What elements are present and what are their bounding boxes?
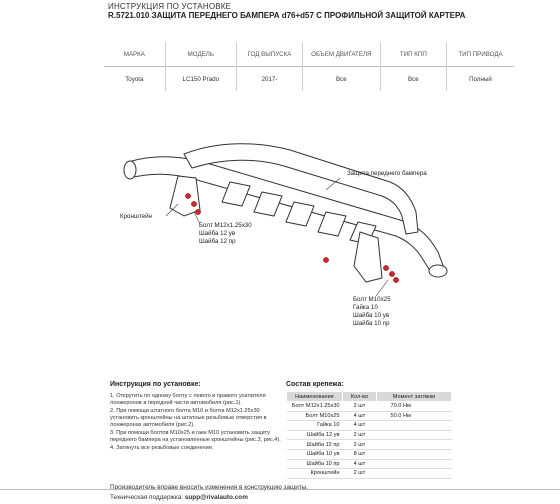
fastener-name: Шайба 10 пр: [287, 459, 343, 469]
column-header: Наименование: [287, 392, 343, 402]
instruction-step: 4. Затянуть все резьбовые соединения.: [110, 445, 214, 451]
fasteners-title: Состав крепежа:: [286, 381, 344, 388]
fastener-name: Гайка 10: [287, 421, 343, 431]
table-cell: 2017-: [236, 67, 302, 92]
table-cell: Все: [303, 67, 381, 92]
instruction-step: 2. При помощи штатного болта М10 и болта М12х1.25х30 установить кронштейны на штатные резьбовые отверстия в лонжеронах автомобиля (рис.2).: [110, 408, 267, 428]
column-header: МАРКА: [104, 42, 165, 67]
support-email: supp@rivalauto.com: [184, 494, 248, 501]
bolt-marker: [195, 209, 200, 214]
right-bracket-shape: [354, 232, 382, 282]
vehicle-table-header: [104, 42, 514, 67]
instruction-step: 3. При помощи болтов М10х25 и гаек М10 установить защиту переднего бампера на установленные кронштейны (рис.3, рис.4).: [110, 430, 281, 443]
fastener-qty: 4 шт: [343, 459, 377, 469]
callout-line: Шайба 12 пр: [199, 238, 236, 245]
column-header: Момент затяжки: [377, 392, 452, 402]
fastener-torque: [377, 459, 452, 469]
callout-line: Болт М10х25: [353, 296, 391, 303]
document-subtitle: ИНСТРУКЦИЯ ПО УСТАНОВКЕ: [108, 2, 232, 11]
table-row: [287, 469, 452, 479]
instructions-list: [110, 393, 282, 453]
bolt-marker: [191, 201, 196, 206]
fastener-qty: 2 шт: [343, 469, 377, 479]
bolt-marker: [389, 271, 394, 276]
callout-line: Болт М12х1.25х30: [199, 222, 252, 229]
bolt-marker: [393, 277, 398, 282]
callout-line: Шайба 10 ув: [353, 312, 390, 319]
column-header: ТИП ПРИВОДА: [458, 50, 503, 58]
table-cell: Все: [380, 67, 446, 92]
fastener-torque: [377, 421, 452, 431]
table-row: [287, 449, 452, 459]
column-header: ТИП КПП: [380, 42, 446, 67]
callout-right-hardware: [353, 296, 391, 328]
fastener-torque: [377, 469, 452, 479]
callout-left-hardware: [199, 222, 252, 246]
instructions-title: Инструкция по установке:: [110, 381, 201, 388]
fastener-qty: 2 шт: [343, 440, 377, 450]
fastener-name: Шайба 10 ув: [287, 449, 343, 459]
fastener-name: Болт М12х1.25х30: [287, 402, 343, 412]
table-row: [287, 459, 452, 469]
bolt-marker: [185, 193, 190, 198]
callout-line: Гайка 10: [353, 304, 378, 311]
table-row: [287, 402, 452, 412]
fastener-torque: 70.0 Нм: [377, 402, 452, 412]
column-header: Кол-во: [343, 392, 377, 402]
fastener-qty: 4 шт: [343, 421, 377, 431]
fastener-name: Шайба 12 ув: [287, 430, 343, 440]
table-cell: Полный: [447, 67, 514, 92]
fasteners-table: [286, 391, 452, 479]
column-header: ОБЪЕМ ДВИГАТЕЛЯ: [303, 42, 381, 67]
callout-line: Шайба 10 пр: [353, 320, 390, 327]
instruction-step: 1. Открутить по одному болту с левого и правого усилителя лонжеронов в передней части автомобиля (рис.1).: [110, 393, 266, 406]
fastener-name: Шайба 12 пр: [287, 440, 343, 450]
support-label: Техническая поддержка:: [110, 494, 185, 501]
label-bumper-guard: Защита переднего бампера: [347, 170, 427, 177]
fastener-qty: 8 шт: [343, 449, 377, 459]
footer-support: [110, 494, 248, 501]
footer-disclaimer: Производитель вправе вносить изменения в конструкцию защиты.: [110, 484, 309, 491]
vehicle-table: [104, 42, 514, 91]
column-header: МОДЕЛЬ: [165, 42, 236, 67]
bumper-drawing: [100, 120, 460, 340]
label-bracket: Кронштейн: [120, 213, 152, 220]
footer-divider: [0, 489, 560, 490]
table-cell: Toyota: [104, 67, 165, 92]
table-row: [104, 67, 514, 92]
leader-line: [376, 280, 388, 296]
pipe-end-left: [124, 161, 136, 179]
fastener-qty: 4 шт: [343, 411, 377, 421]
bolt-marker: [323, 257, 328, 262]
fastener-torque: [377, 430, 452, 440]
fastener-torque: [377, 440, 452, 450]
fastener-torque: 50.0 Нм: [377, 411, 452, 421]
table-row: [287, 440, 452, 450]
callout-line: Шайба 12 ув: [199, 230, 236, 237]
fasteners-header: [287, 392, 452, 402]
table-row: [287, 430, 452, 440]
bolt-marker: [383, 265, 388, 270]
fastener-name: Болт М10х25: [287, 411, 343, 421]
column-header: ГОД ВЫПУСКА: [236, 42, 302, 67]
fastener-torque: [377, 449, 452, 459]
document-title: R.5721.010 ЗАЩИТА ПЕРЕДНЕГО БАМПЕРА d76+d57 С ПРОФИЛЬНОЙ ЗАЩИТОЙ КАРТЕРА: [108, 11, 466, 20]
fastener-name: Кронштейн: [287, 469, 343, 479]
table-row: [287, 421, 452, 431]
pipe-end-right: [429, 265, 447, 277]
fastener-qty: 2 шт: [343, 402, 377, 412]
table-cell: LC150 Prado: [165, 67, 236, 92]
left-bracket-shape: [170, 176, 200, 216]
fastener-qty: 2 шт: [343, 430, 377, 440]
table-row: [287, 411, 452, 421]
